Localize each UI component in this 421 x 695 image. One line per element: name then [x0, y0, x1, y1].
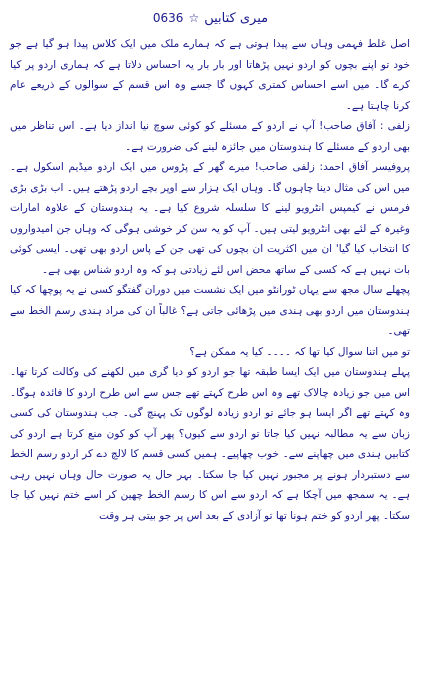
- page-header: [0, 6, 421, 30]
- paragraph-zulfi-question: زلفی : آفاق صاحب! آپ نے اردو کے مسئلے کو کوئی سوچ نیا انداز دیا ہے۔ اس تناظر میں بھی اردو کے مسئلے کا ہندوستان میں جائزہ لینے کی ضرورت ہے۔: [10, 120, 410, 153]
- paragraph-intro: اصل غلط فہمی وہاں سے پیدا ہوتی ہے کہ ہمارے ملک میں ایک کلاس پیدا ہو گیا ہے جو خود تو اپنے بچوں کو اردو نہیں پڑھاتا اور بار بار یہ احساس دلاتا ہے کہ ہماری اردو پر کیا کرے گا۔ میں اسے احساس کمتری کہوں گا جسے وہ اس قسم کے سوالوں کے ذریعے عام کرنا چاہتا ہے۔: [10, 38, 410, 112]
- page-number: 0636: [152, 11, 184, 25]
- paragraph-toronto: پچھلے سال مجھ سے یہاں ٹورانٹو میں ایک نشست میں دوران گفتگو کسی نے یہ پوچھا کہ کیا ہندوستان میں اردو بھی ہندی میں پڑھائی جاتی ہے؟ غالباً ان کی مراد ہندی رسم الخط سے تھی۔: [10, 284, 410, 337]
- paragraph-question: تو میں اتنا سوال کیا تھا کہ ۔۔۔۔ کیا یہ ممکن ہے؟: [189, 345, 410, 358]
- paragraph-history: پہلے ہندوستان میں ایک ایسا طبقہ تھا جو اردو کو دیا گری میں لکھنے کی وکالت کرتا تھا۔ اس میں جو زیادہ چالاک تھے وہ اس طرح کہتے تھے جس سے اس طرح اردو کا فائدہ ہوگا۔ وہ کہتے تھے اگر ایسا ہو جائے تو اردو زیادہ لوگوں تک پہنچ گی۔ جب ہندوستان کی کسی زبان سے یہ مطالبہ نہیں کیا جاتا تو اردو سے کیوں؟ پھر آپ کو کون منع کرتا ہے اردو کی کتابیں ہندی میں چھاپنے سے۔ خوب چھاپیے۔ ہمیں کسی قسم کا لالچ دے کر اردو رسم الخط سے دستبردار ہونے پر مجبور نہیں کیا جا سکتا۔ بہر حال یہ صورت حال وہاں نہیں رہی ہے۔ یہ سمجھ میں آچکا ہے کہ اردو سے اس کا رسم الخط چھین کر اسے ختم نہیں کیا جا سکتا۔ پھر اردو کو ختم ہونا تھا تو آزادی کے بعد اس پر جو بیتی ہر وقت: [10, 366, 410, 522]
- star-icon: ☆: [188, 11, 200, 25]
- paragraph-afaq-answer: پروفیسر آفاق احمد: زلفی صاحب! میرے گھر کے پڑوس میں ایک اردو میڈیم اسکول ہے۔ میں اس کی مثال دینا چاہوں گا۔ وہاں ایک ہزار سے اوپر بچے اردو پڑھتے ہیں۔ اب بڑی بڑی فرمس نے کیمپس انٹرویو لینے کا سلسلہ شروع کیا ہے۔ یہ ہندوستان کے علاوہ امارات وغیرہ کے لئے بھی انٹرویو لیتی ہیں۔ آپ کو یہ سن کر خوشی ہوگی کہ وہاں جن امیدواروں کا انتخاب کیا گیا' ان میں اکثریت ان بچوں کی تھی جن کے پاس اردو بھی تھی۔ ایسی کوئی بات نہیں ہے کہ کسی کے ساتھ محض اس لئے زیادتی ہو کہ وہ اردو شناس بھی ہے۔: [10, 161, 410, 276]
- article-body: [10, 34, 410, 526]
- page-title: میری کتابیں: [204, 10, 269, 26]
